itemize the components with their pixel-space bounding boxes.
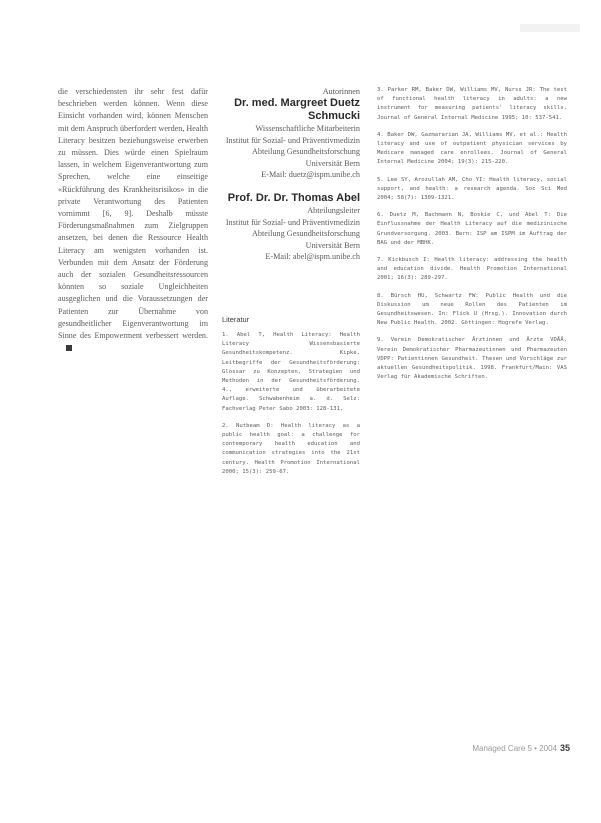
author-role-label: Autorinnen xyxy=(322,87,360,96)
page-footer xyxy=(460,743,570,753)
body-paragraph xyxy=(58,86,208,354)
reference-item: 9. Verein Demokratischer Ärztinnen und Ärzte VDÄÄ, Verein Demokratischer Pharmazeutinnen und Pharmazeuten VDPP: Patientinnen Gesundheit. Thesen und Vorschläge zur aktuellen Gesundheitspolitik. 1998. Frankfurt/Main: VAS Verlag für Akademische Schriften. xyxy=(377,337,567,381)
author-detail: Universität Bern xyxy=(305,240,360,250)
reference-item: 4. Baker DW, Gazmararian JA, Williams MV, et al.: Health literacy and use of outpatient physician services by Medicare managed care enrollees. Journal of General Internal Medicine 2004; 19(3): 215-220. xyxy=(377,131,567,166)
author-detail: Abteilung Gesundheitsforschung xyxy=(251,229,360,239)
references-heading: Literatur xyxy=(222,314,250,324)
author-detail: Institut für Sozial- und Präventivmedizin xyxy=(225,217,360,227)
column-authors-references xyxy=(222,86,360,485)
author-name: Dr. med. Margreet Duetz Schmucki xyxy=(234,97,360,122)
author-detail: Wissenschaftliche Mitarbeiterin xyxy=(255,124,360,133)
author-email[interactable]: E-Mail: duetz@ispm.unibe.ch xyxy=(261,170,360,180)
author-detail: Abteilungsleiter xyxy=(307,205,360,215)
reference-item: 3. Parker RM, Baker DW, Williams MV, Nurss JR: The test of functional health literacy in adults: a new instrument for measuring patients' literacy skills. Journal of General Internal Medicine 1995; 10: 537-541. xyxy=(377,87,567,121)
column-references-continued xyxy=(377,86,567,390)
reference-item: 8. Bürsch HU, Schwartz FW: Public Health und die Diskussion um neue Rollen des Patienten im Gesundheitswesen. In: Flick U (Hrsg.). Innovation durch New Public Health. 2002. Göttingen: Hogrefe Verlag. xyxy=(377,292,567,327)
author-detail: Abteilung Gesundheitsforschung xyxy=(251,147,360,157)
journal-name: Managed Care 5 • 2004 xyxy=(472,744,557,753)
reference-item: 1. Abel T, Health Literacy: Health Literacy Wissensbasierte Gesundheitskompetenz. Kipke, Leitbegriffe der Gesundheitsförderung: Glossar zu Konzepten, Strategien und Methoden in der Gesundheitsförderung. 4., erweiterte und überarbeitete Auflage. Schwabenheim a. d. Selz: Fachverlag Peter Sabo 2003: 128-131. xyxy=(222,331,360,412)
reference-item: 6. Duetz M, Bachmann N, Boskie C, und Abel T: Die Einflussnahme der Health Literacy auf die medizinische Grundversorgung. 2003. Bern: ISP am ISPM im Auftrag der BAG und der MBHK. xyxy=(377,212,567,246)
body-paragraph-text: die verschiedensten ihr sehr fest dafür beschrieben werden können. Wenn diese Einsicht vorhanden wird, können Menschen mit dem Anspruch überfordert werden, Health Literacy besitzen beziehungsweise erwerben zu müssen. Dies würde einen Spielraum lassen, in welchem Eigenverantwortung zum Sprechen, welche eine einseitige «Rückführung des Krankheitsrisikos» in die private Verantwortung des Patienten vornimmt [6, 9]. Deshalb müsste Förderungsmaßnahmen zum Zielgruppen ansetzen, bei denen die Ressource Health Literacy am wenigsten vorhanden ist. Verbunden mit dem Ansatz der Förderung auch der sozialen Gesundheitsressourcen könnten so soziale Ungleichheiten ausgeglichen und die Voraussetzungen der Patienten zur Übernahme von gesundheitlicher Eigenverantwortung im Sinne des Empowerment verbessert werden. xyxy=(58,87,208,341)
references-section xyxy=(222,315,360,477)
author-detail: Universität Bern xyxy=(305,158,360,168)
author-email[interactable]: E-Mail: abel@ispm.unibe.ch xyxy=(265,252,360,262)
column-body-text xyxy=(58,86,208,354)
reference-item: 2. Nutbeam D: Health literacy as a public health goal: a challenge for contemporary health education and communication strategies into the 21st century. Health Promotion International 2000; 15(3): 259-67. xyxy=(222,422,360,475)
corner-smudge xyxy=(520,24,580,32)
author-detail: Institut für Sozial- und Präventivmedizin xyxy=(225,135,360,145)
author-block-1 xyxy=(222,86,360,181)
end-of-article-square-icon xyxy=(66,345,72,351)
author-block-2 xyxy=(222,192,360,263)
author-name: Prof. Dr. Dr. Thomas Abel xyxy=(227,191,360,204)
reference-item: 5. Lee SY, Arozullah AM, Cho YI: Health literacy, social support, and health: a research agenda. Soc Sci Med 2004; 58(7): 1309-1321. xyxy=(377,176,567,202)
reference-item: 7. Kickbusch I: Health literacy: addressing the health and education divide. Health Promotion International 2001; 16(3): 289-297. xyxy=(377,257,567,282)
page-number: 35 xyxy=(559,743,570,753)
